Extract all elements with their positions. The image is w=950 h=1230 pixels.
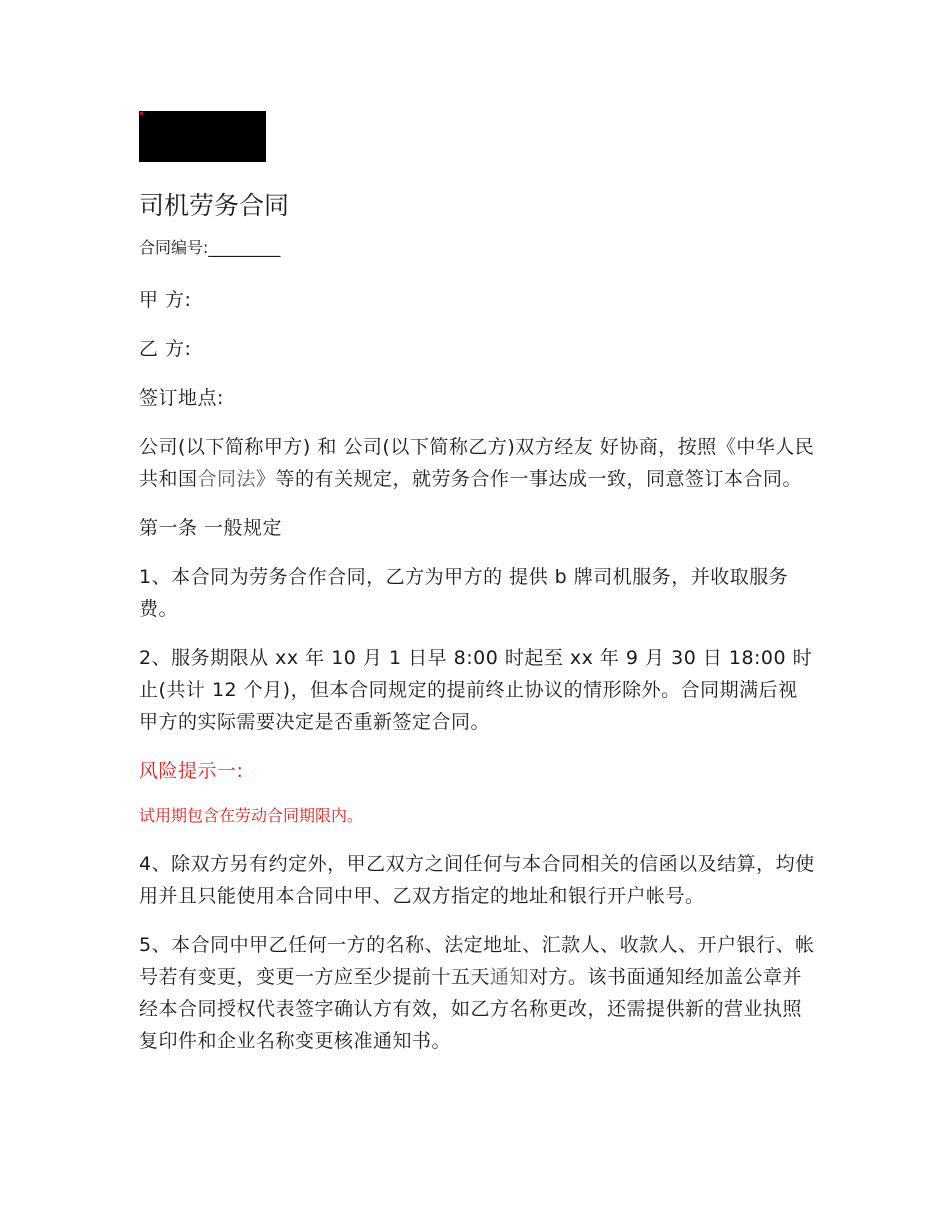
notice-link[interactable]: 通知 <box>490 966 530 988</box>
logo-mark <box>140 112 143 115</box>
risk-heading: 风险提示一: <box>139 760 244 782</box>
clause5-text-1: 5、本合同中甲乙任何一方的名称、法定地址、汇款人、收款人、开户银行、帐号若有变更，变更一方应至少提前十五天 <box>139 934 815 988</box>
article1-heading: 第一条 一般规定 <box>139 517 283 539</box>
document-body <box>139 188 815 1074</box>
intro-text-1: 公司(以下简称甲方) 和 公司(以下简称乙方)双方经友 好协商，按照《中华人民共和国 <box>139 436 815 490</box>
risk-text: 试用期包含在劳动合同期限内。 <box>139 806 364 825</box>
sign-place: 签订地点: <box>139 387 224 409</box>
clause-2: 2、服务期限从 xx 年 10 月 1 日早 8:00 时起至 xx 年 9 月 30 日 18:00 时止(共计 12 个月)，但本合同规定的提前终止协议的情形除外。合同期满后视甲方的实际需要决定是否重新签定合同。 <box>139 647 813 733</box>
document-title: 司机劳务合同 <box>139 191 290 220</box>
clause-1: 1、本合同为劳务合作合同，乙方为甲方的 提供 b 牌司机服务，并收取服务费。 <box>139 566 789 620</box>
party-b: 乙 方: <box>139 338 192 360</box>
contract-number: 合同编号:_________ <box>139 238 281 257</box>
clause5-text-2: 对方。该书面通知经加盖公章并经本合同授权代表签字确认方有效，如乙方名称更改，还需提供新的营业执照复印件和企业名称变更核准通知书。 <box>139 966 803 1052</box>
clause-5 <box>139 929 815 1057</box>
logo-image <box>139 111 266 162</box>
party-a: 甲 方: <box>139 289 192 311</box>
intro-text-2: 》等的有关规定，就劳务合作一事达成一致，同意签订本合同。 <box>256 468 803 490</box>
clause-4: 4、除双方另有约定外，甲乙双方之间任何与本合同相关的信函以及结算，均使用并且只能使用本合同中甲、乙双方指定的地址和银行开户帐号。 <box>139 853 815 907</box>
intro-paragraph <box>139 431 815 495</box>
contract-law-link[interactable]: 合同法 <box>197 468 257 490</box>
